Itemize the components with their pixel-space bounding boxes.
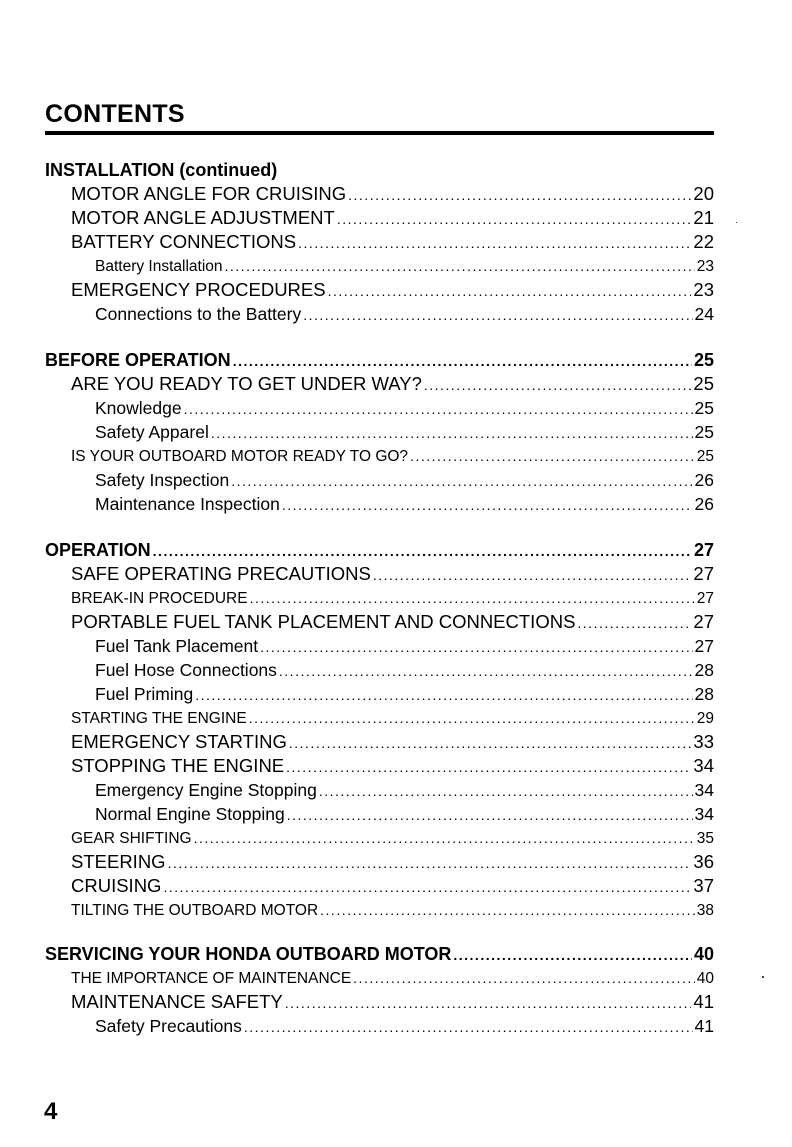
toc-entry[interactable] xyxy=(71,874,714,898)
toc-entry-label: MAINTENANCE SAFETY xyxy=(71,991,283,1012)
toc-entry-page: 27 xyxy=(693,563,714,584)
leader-dots xyxy=(184,397,693,421)
toc-entry[interactable] xyxy=(95,492,714,516)
toc-entry-page: 26 xyxy=(694,470,714,490)
toc-entry-page: 27 xyxy=(693,540,714,560)
leader-dots xyxy=(319,779,693,803)
leader-dots xyxy=(337,207,692,231)
toc-entry-page: 34 xyxy=(694,780,714,800)
leader-dots xyxy=(211,421,693,445)
leader-dots xyxy=(231,469,692,493)
leader-dots xyxy=(353,966,695,990)
toc-entry-page: 40 xyxy=(696,970,714,987)
toc-entry-label: IS YOUR OUTBOARD MOTOR READY TO GO? xyxy=(71,448,409,465)
leader-dots xyxy=(303,303,692,327)
leader-dots xyxy=(453,943,692,967)
toc-entry-label: Connections to the Battery xyxy=(95,304,302,324)
toc-entry-page: 24 xyxy=(694,304,714,324)
leader-dots xyxy=(287,803,693,827)
toc-entry[interactable] xyxy=(71,586,714,610)
leader-dots xyxy=(250,586,695,610)
page-number: 4 xyxy=(44,1098,58,1125)
toc-entry-label: EMERGENCY STARTING xyxy=(71,731,287,752)
toc-entry-page: 25 xyxy=(696,448,714,465)
toc-entry-label: SAFE OPERATING PRECAUTIONS xyxy=(71,563,371,584)
toc-entry-label: Safety Apparel xyxy=(95,422,209,442)
toc-entry[interactable] xyxy=(71,444,714,468)
toc-entry-label: Fuel Priming xyxy=(95,684,194,704)
title-rule xyxy=(45,131,714,135)
leader-dots xyxy=(249,706,695,730)
toc-entry-label: Normal Engine Stopping xyxy=(95,804,285,824)
toc-entry-label: MOTOR ANGLE FOR CRUISING xyxy=(71,183,347,204)
toc-entry-label: CRUISING xyxy=(71,875,162,896)
leader-dots xyxy=(244,1015,693,1039)
toc-entry[interactable] xyxy=(95,658,714,682)
toc-entry[interactable] xyxy=(71,562,714,586)
toc-entry-page: 20 xyxy=(693,183,714,204)
leader-dots xyxy=(233,349,692,373)
leader-dots xyxy=(225,254,695,278)
leader-dots xyxy=(168,851,692,875)
toc-entry-page: 25 xyxy=(693,350,714,370)
toc-entry[interactable] xyxy=(71,826,714,850)
toc-entry[interactable] xyxy=(71,966,714,990)
toc-entry[interactable] xyxy=(71,990,714,1014)
toc-entry-page: 36 xyxy=(693,851,714,872)
toc-entry-page: 23 xyxy=(696,258,714,275)
toc-entry-page: 25 xyxy=(693,373,714,394)
leader-dots xyxy=(260,635,692,659)
toc-entry[interactable] xyxy=(71,182,714,206)
leader-dots xyxy=(163,875,691,899)
leader-dots xyxy=(577,611,691,635)
toc-entry-page: 21 xyxy=(693,207,714,228)
leader-dots xyxy=(348,183,691,207)
leader-dots xyxy=(285,991,692,1015)
toc-entry-page: 33 xyxy=(693,731,714,752)
toc-entry-page: 38 xyxy=(696,902,714,919)
toc-entry-label: SERVICING YOUR HONDA OUTBOARD MOTOR xyxy=(45,944,452,964)
leader-dots xyxy=(320,898,695,922)
toc-entry[interactable] xyxy=(71,706,714,730)
toc-entry-page: 26 xyxy=(694,494,714,514)
toc-entry[interactable] xyxy=(95,254,714,278)
toc-entry-label: Battery Installation xyxy=(95,258,223,275)
toc-entry[interactable] xyxy=(95,396,714,420)
toc-entry[interactable] xyxy=(95,802,714,826)
leader-dots xyxy=(286,755,691,779)
toc-entry[interactable] xyxy=(95,682,714,706)
scan-speck xyxy=(762,976,764,978)
leader-dots xyxy=(194,826,695,850)
section-heading-operation[interactable] xyxy=(45,538,714,562)
toc-entry-label: STEERING xyxy=(71,851,166,872)
toc-entry[interactable] xyxy=(71,730,714,754)
toc-entry-page: 27 xyxy=(696,590,714,607)
toc-entry[interactable] xyxy=(71,850,714,874)
toc-entry-label: ARE YOU READY TO GET UNDER WAY? xyxy=(71,373,422,394)
toc-entry[interactable] xyxy=(71,610,714,634)
toc-entry-page: 23 xyxy=(693,279,714,300)
toc-entry-page: 41 xyxy=(694,1016,714,1036)
toc-entry-page: 40 xyxy=(693,944,714,964)
leader-dots xyxy=(279,659,693,683)
toc-entry-label: GEAR SHIFTING xyxy=(71,830,192,847)
toc-entry[interactable] xyxy=(95,468,714,492)
leader-dots xyxy=(153,539,692,563)
toc-entry-page: 25 xyxy=(694,422,714,442)
section-heading-servicing[interactable] xyxy=(45,942,714,966)
toc-entry-page: 29 xyxy=(696,710,714,727)
toc-entry[interactable] xyxy=(71,206,714,230)
toc-entry-page: 27 xyxy=(693,611,714,632)
toc-entry[interactable] xyxy=(71,230,714,254)
toc-entry-page: 28 xyxy=(694,684,714,704)
leader-dots xyxy=(282,493,693,517)
toc-entry-page: 41 xyxy=(693,991,714,1012)
toc-entry-label: BATTERY CONNECTIONS xyxy=(71,231,297,252)
toc-entry[interactable] xyxy=(95,778,714,802)
toc-entry-page: 25 xyxy=(694,398,714,418)
toc-entry[interactable] xyxy=(71,898,714,922)
leader-dots xyxy=(289,731,692,755)
section-heading-installation: INSTALLATION (continued) xyxy=(45,160,278,180)
toc-entry-label: Emergency Engine Stopping xyxy=(95,780,317,800)
toc-entry-label: Knowledge xyxy=(95,398,182,418)
toc-entry[interactable] xyxy=(95,302,714,326)
toc-entry-label: TILTING THE OUTBOARD MOTOR xyxy=(71,902,319,919)
toc-entry-page: 35 xyxy=(696,830,714,847)
toc-entry-page: 37 xyxy=(693,875,714,896)
toc-entry[interactable] xyxy=(95,420,714,444)
toc-entry-label: PORTABLE FUEL TANK PLACEMENT AND CONNECTIONS xyxy=(71,611,576,632)
toc-entry-label: MOTOR ANGLE ADJUSTMENT xyxy=(71,207,335,228)
toc-entry[interactable] xyxy=(95,1014,714,1038)
toc-entry-label: Maintenance Inspection xyxy=(95,494,280,514)
leader-dots xyxy=(373,563,692,587)
toc-entry-label: Safety Precautions xyxy=(95,1016,242,1036)
leader-dots xyxy=(424,373,692,397)
toc-entry-page: 22 xyxy=(693,231,714,252)
toc-entry-label: STOPPING THE ENGINE xyxy=(71,755,285,776)
toc-entry-label: THE IMPORTANCE OF MAINTENANCE xyxy=(71,970,352,987)
scan-speck xyxy=(736,222,737,223)
page-title: CONTENTS xyxy=(45,100,185,128)
toc-entry-label: Fuel Tank Placement xyxy=(95,636,259,656)
toc-entry-label: BREAK-IN PROCEDURE xyxy=(71,590,248,607)
leader-dots xyxy=(410,444,695,468)
section-heading-before-operation[interactable] xyxy=(45,348,714,372)
leader-dots xyxy=(298,231,691,255)
toc-entry-page: 27 xyxy=(694,636,714,656)
toc-entry[interactable] xyxy=(95,634,714,658)
toc-entry-page: 28 xyxy=(694,660,714,680)
toc-entry-label: EMERGENCY PROCEDURES xyxy=(71,279,326,300)
toc-entry[interactable] xyxy=(71,754,714,778)
leader-dots xyxy=(195,683,692,707)
toc-entry[interactable] xyxy=(71,372,714,396)
toc-entry-label: BEFORE OPERATION xyxy=(45,350,231,370)
toc-entry-label: Safety Inspection xyxy=(95,470,230,490)
toc-entry-label: OPERATION xyxy=(45,540,151,560)
toc-entry-label: Fuel Hose Connections xyxy=(95,660,277,680)
toc-entry-page: 34 xyxy=(693,755,714,776)
toc-entry-label: STARTING THE ENGINE xyxy=(71,710,247,727)
toc-entry[interactable] xyxy=(71,278,714,302)
leader-dots xyxy=(328,279,692,303)
toc-entry-page: 34 xyxy=(694,804,714,824)
